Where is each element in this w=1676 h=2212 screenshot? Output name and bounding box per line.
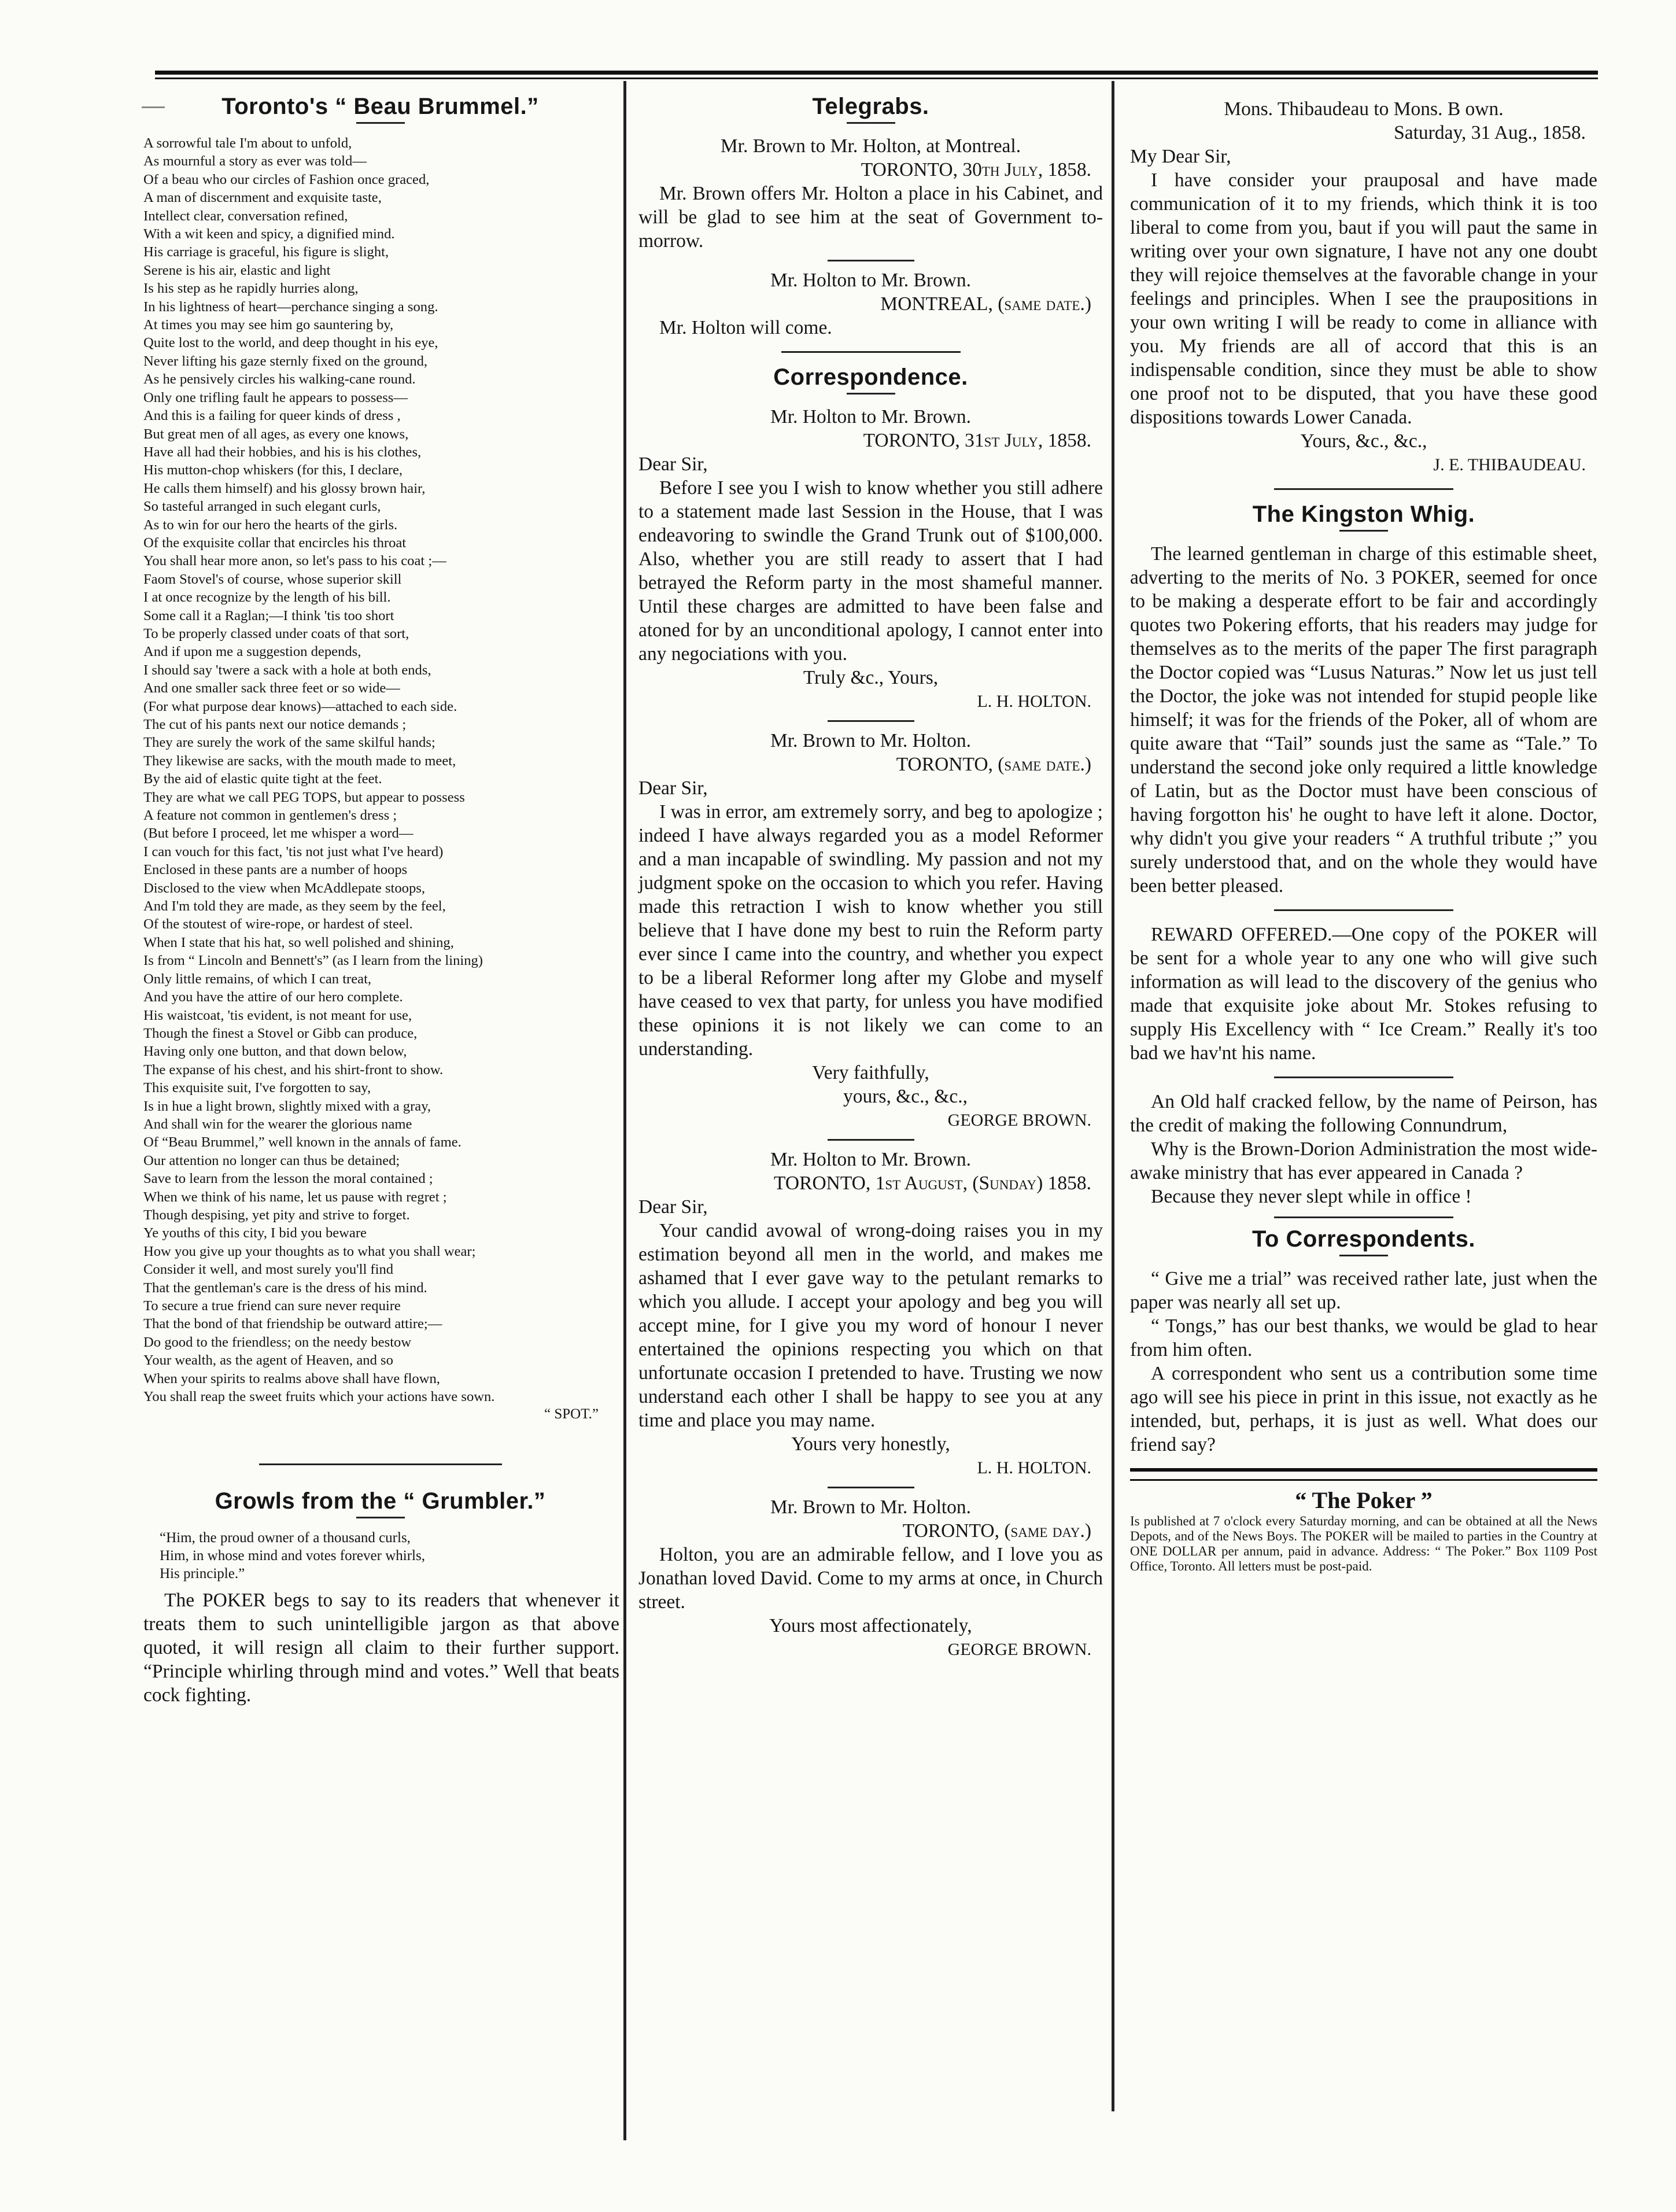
letter-4-dateline: TORONTO, (same day.): [902, 1520, 1091, 1542]
section-separator: [781, 351, 961, 353]
letter-2-body: I was in error, am extremely sorry, and beg to apologize ; indeed I have always regarded you as a model Reformer and a man incapable of swindling. My passion and not my judgment spoke on the occasion to which you refer. Having made this retraction I wish to know whether you still believe that I have done my best to ruin the Reform party ever since I came into the country, and whether you expect to be a liberal Reformer long after my Globe and myself have ceased to vex that party, for unless you have modified these opinions it is not likely we can come to an understanding.: [638, 801, 1103, 1060]
poem-line: They are surely the work of the same skilful hands;: [143, 735, 435, 751]
poem-line: Do good to the friendless; on the needy bestow: [143, 1334, 412, 1350]
beau-brummel-poem: [139, 134, 622, 1406]
letter-1-salutation: Dear Sir,: [638, 454, 708, 475]
poem-line: Intellect clear, conversation refined,: [143, 208, 348, 224]
column-rule-1: [623, 81, 626, 2140]
title-rule: [356, 1517, 405, 1518]
poem-line: As to win for our hero the hearts of the girls.: [143, 517, 398, 533]
poem-line: His mutton-chop whiskers (for this, I declare,: [143, 462, 403, 478]
column-left: [139, 87, 622, 1707]
letter-3-salutation: Dear Sir,: [638, 1196, 708, 1218]
grumbler-paragraph: The POKER begs to say to its readers that whenever it treats them to such unintelligible jargon as that above quoted, it will resign all claim to their further support. “Principle whirling through mind and votes.” Well that beats cock fighting.: [143, 1590, 619, 1706]
letter-5-closing: Yours, &c., &c.,: [1300, 430, 1427, 452]
poem-line: At times you may see him go sauntering by,: [143, 317, 394, 333]
poem-line: That the gentleman's care is the dress of his mind.: [143, 1280, 427, 1296]
poem-line: But great men of all ages, as every one knows,: [143, 426, 409, 442]
poem-line: Some call it a Raglan;—I think 'tis too short: [143, 607, 394, 624]
poem-line: When I state that his hat, so well polished and shining,: [143, 934, 454, 950]
letter-1-signature: L. H. HOLTON.: [977, 692, 1091, 711]
conundrum-answer: Because they never slept while in office !: [1151, 1186, 1472, 1207]
letter-1-dateline: TORONTO, 31st July, 1858.: [863, 430, 1091, 451]
poem-line: Enclosed in these pants are a number of hoops: [143, 862, 408, 878]
masthead-rule-thick: [155, 71, 1598, 75]
quote-line: His principle.”: [160, 1566, 245, 1582]
title-rule: [847, 393, 895, 395]
letter-4-heading: Mr. Brown to Mr. Holton.: [770, 1496, 972, 1518]
poem-line: I at once recognize by the length of his bill.: [143, 589, 391, 606]
letter-3-body: Your candid avowal of wrong-doing raises you in my estimation beyond all men in the world, and makes me ashamed that I ever gave way to the petulant remarks to which you allude. I accept your apology and beg you will accept mine, for I give you my word of honour I never entertained the opinions respecting you which on that unfortunate occasion I pretended to have. Trusting we now understand each other I shall be happy to see you at any time and place you may name.: [638, 1220, 1103, 1431]
poem-line: You shall reap the sweet fruits which your actions have sown.: [143, 1389, 495, 1405]
letter-2-closing: Very faithfully,: [812, 1062, 929, 1083]
poem-line: His carriage is graceful, his figure is slight,: [143, 244, 389, 260]
poem-line: To secure a true friend can sure never require: [143, 1298, 401, 1314]
poem-line: Only one trifling fault he appears to possess—: [143, 389, 408, 405]
poem-signature: “ SPOT.”: [544, 1406, 599, 1422]
letter-4-signature: GEORGE BROWN.: [947, 1640, 1091, 1659]
telegram-2-dateline: MONTREAL, (same date.): [880, 293, 1091, 315]
letter-5-body: I have consider your prauposal and have made communication of it to my friends, which think it is too liberal to come from you, baut if you will paut the same in writing over your own signature, I have not any one doubt they will rejoice themselves at the favorable change in your feelings and principles. When I see the praupositions in your own writing I will be ready to come in alliance with you. My friends are all of accord that this is an indispensable condition, since they must be able to show one proof not to be disputed, that you have these good dispositions towards Lower Canada.: [1130, 169, 1597, 428]
masthead-rule-thin: [155, 78, 1598, 79]
poem-line: They likewise are sacks, with the mouth made to meet,: [143, 753, 456, 769]
to-correspondents-title: To Correspondents.: [1252, 1226, 1476, 1252]
poem-line: Of a beau who our circles of Fashion once graced,: [143, 171, 430, 187]
letter-4-body: Holton, you are an admirable fellow, and I love you as Jonathan loved David. Come to my arms at once, in Church street.: [638, 1544, 1103, 1613]
title-rule: [356, 122, 405, 124]
poem-line: As he pensively circles his walking-cane round.: [143, 371, 416, 388]
kingston-whig-body: The learned gentleman in charge of this estimable sheet, adverting to the merits of No. 3 POKER, seemed for once to be making a desperate effort to be fair and accordingly quotes two Pokering efforts, that his readers may judge for themselves as to the merits of the paper The first paragraph the Doctor copied was “Lusus Naturas.” Now let us just tell the Doctor, the joke was not intended for stupid people like himself; it was for the friends of the Poker, all of whom are quite aware that “Tail” sounds just the same as “Tale.” To understand the second joke only required a little knowledge of Latin, but as the Doctor must have been conscious of having forgotton his' he ought to have left it alone. Doctor, why didn't you give your readers “ A truthful tribute ;” you surely understood that, and on the whole they would have been better pleased.: [1130, 543, 1597, 897]
poem-line: Is his step as he rapidly hurries along,: [143, 281, 359, 297]
poem-line: In his lightness of heart—perchance singing a song.: [143, 298, 438, 315]
poker-title: “ The Poker ”: [1295, 1487, 1433, 1513]
section-separator: [1274, 488, 1453, 490]
poker-publication-note: Is published at 7 o'clock every Saturday morning, and can be obtained at all the News Depots, and of the News Boys. The POKER will be mailed to parties in the Country at ONE DOLLAR per annum, paid in advance. Address: “ The Poker.” Box 1109 Post Office, Toronto. All letters must be post-paid.: [1130, 1514, 1597, 1573]
letter-1-heading: Mr. Holton to Mr. Brown.: [770, 406, 972, 427]
poem-line: Having only one button, and that down below,: [143, 1044, 407, 1060]
poem-line: When your spirits to realms above shall have flown,: [143, 1370, 440, 1387]
poem-line: Though the finest a Stovel or Gibb can produce,: [143, 1025, 418, 1041]
poem-line: His waistcoat, 'tis evident, is not meant for use,: [143, 1007, 412, 1023]
correspondence-title: Correspondence.: [773, 364, 968, 390]
poem-line: Faom Stovel's of course, whose superior skill: [143, 571, 402, 587]
poem-line: Is in hue a light brown, slightly mixed with a gray,: [143, 1098, 431, 1114]
correspondent-note-3: A correspondent who sent us a contribution some time ago will see his piece in print in this issue, not exactly as he intended, but, perhaps, it is just as well. What does our friend say?: [1130, 1363, 1597, 1455]
poem-line: I can vouch for this fact, 'tis not just what I've heard): [143, 843, 444, 860]
letter-2-salutation: Dear Sir,: [638, 777, 708, 799]
letter-5-signature: J. E. THIBAUDEAU.: [1433, 455, 1586, 474]
poem-line: A sorrowful tale I'm about to unfold,: [143, 135, 352, 151]
poem-line: Consider it well, and most surely you'll find: [143, 1262, 394, 1278]
grumbler-title: Growls from the “ Grumbler.”: [215, 1488, 546, 1514]
quote-line: “Him, the proud owner of a thousand curls,: [160, 1530, 411, 1546]
letter-3-signature: L. H. HOLTON.: [977, 1458, 1091, 1477]
poem-line: A feature not common in gentlemen's dress ;: [143, 808, 397, 824]
poem-line: And I'm told they are made, as they seem by the feel,: [143, 898, 446, 915]
poem-line: I should say 'twere a sack with a hole at both ends,: [143, 662, 431, 678]
poem-line: Only little remains, of which I can treat,: [143, 971, 372, 987]
poem-line: The expanse of his chest, and his shirt-front to show.: [143, 1061, 444, 1078]
letter-5-heading: Mons. Thibaudeau to Mons. B own.: [1224, 98, 1504, 120]
reward-lead: REWARD OFFERED.: [1151, 924, 1332, 945]
poem-line: You shall hear more anon, so let's pass to his coat ;—: [143, 553, 446, 569]
poem-line: Though despising, yet pity and strive to forget.: [143, 1207, 410, 1223]
section-separator: [259, 1463, 502, 1465]
reward-paragraph: [1130, 923, 1597, 1065]
quote-line: Him, in whose mind and votes forever whirls,: [160, 1548, 425, 1564]
conundrum-question: Why is the Brown-Dorion Administration the most wide-awake ministry that has ever appeared in Canada ?: [1130, 1138, 1597, 1184]
kingston-whig-title: The Kingston Whig.: [1252, 502, 1475, 527]
telegram-1-heading: Mr. Brown to Mr. Holton, at Montreal.: [720, 135, 1021, 157]
correspondent-note-2: “ Tongs,” has our best thanks, we would be glad to hear from him often.: [1130, 1315, 1597, 1361]
poem-line: A man of discernment and exquisite taste,: [143, 190, 382, 206]
letter-1-closing: Truly &c., Yours,: [803, 667, 939, 688]
poem-line: Never lifting his gaze sternly fixed on the ground,: [143, 353, 428, 369]
telegram-2-heading: Mr. Holton to Mr. Brown.: [770, 270, 972, 291]
double-rule: [1130, 1468, 1597, 1481]
title-rule: [1339, 530, 1388, 532]
poem-line: Of the exquisite collar that encircles his throat: [143, 534, 407, 551]
telegram-1-dateline: TORONTO, 30th July, 1858.: [861, 159, 1091, 180]
poem-line: (For what purpose dear knows)—attached to each side.: [143, 698, 457, 714]
conundrum-intro: An Old half cracked fellow, by the name of Peirson, has the credit of making the following Connundrum,: [1130, 1091, 1597, 1136]
poem-line: Save to learn from the lesson the moral contained ;: [143, 1171, 433, 1187]
poem-line: By the aid of elastic quite tight at the feet.: [143, 771, 382, 787]
letter-5-salutation: My Dear Sir,: [1130, 146, 1231, 167]
poem-line: He calls them himself) and his glossy brown hair,: [143, 480, 426, 496]
divider: [828, 1139, 914, 1141]
divider: [828, 1487, 914, 1488]
poem-line: Ye youths of this city, I bid you beware: [143, 1225, 367, 1241]
poem-line: Is from “ Lincoln and Bennett's” (as I learn from the lining): [143, 953, 483, 969]
letter-2-signature: GEORGE BROWN.: [947, 1111, 1091, 1130]
poem-line: Our attention no longer can thus be detained;: [143, 1152, 400, 1168]
poem-line: Quite lost to the world, and deep thought in his eye,: [143, 335, 438, 351]
section-separator: [1274, 1216, 1453, 1218]
letter-4-closing: Yours most affectionately,: [769, 1615, 972, 1636]
poem-line: Serene is his air, elastic and light: [143, 262, 331, 278]
telegram-2-body: Mr. Holton will come.: [659, 317, 832, 338]
telegrabs-title: Telegrabs.: [812, 94, 929, 119]
grumbler-quote: [139, 1529, 622, 1583]
letter-3-dateline: TORONTO, 1st August, (Sunday) 1858.: [774, 1173, 1091, 1194]
poem-line: As mournful a story as ever was told—: [143, 153, 367, 169]
telegram-1-body: Mr. Brown offers Mr. Holton a place in his Cabinet, and will be glad to see him at the seat of Government to-morrow.: [638, 183, 1103, 252]
letter-1-body: Before I see you I wish to know whether you still adhere to a statement made last Session in the House, that I was endeavoring to swindle the Grand Trunk out of $100,000. Also, whether you are still ready to assert that I had betrayed the Reform party in the most shameful manner. Until these charges are admitted to have been false and atoned for by an unconditional apology, I cannot enter into any negociations with you.: [638, 477, 1103, 665]
poem-line: They are what we call PEG TOPS, but appear to possess: [143, 789, 465, 805]
title-rule: [1339, 1255, 1388, 1256]
letter-2-heading: Mr. Brown to Mr. Holton.: [770, 730, 972, 751]
section-separator: [1274, 909, 1453, 911]
beau-brummel-title: Toronto's “ Beau Brummel.”: [222, 94, 539, 119]
poem-line: With a wit keen and spicy, a dignified mind.: [143, 226, 395, 242]
poem-line: And if upon me a suggestion depends,: [143, 644, 361, 660]
poem-line: And you have the attire of our hero complete.: [143, 989, 403, 1005]
divider: [828, 720, 914, 722]
letter-2-closing-2: yours, &c., &c.,: [843, 1086, 968, 1107]
poem-line: This exquisite suit, I've forgotten to say,: [143, 1080, 371, 1096]
poem-line: How you give up your thoughts as to what you shall wear;: [143, 1243, 476, 1259]
letter-3-closing: Yours very honestly,: [791, 1433, 950, 1455]
poem-line: And shall win for the wearer the glorious name: [143, 1116, 412, 1132]
poem-line: Of “Beau Brummel,” well known in the annals of fame.: [143, 1134, 462, 1151]
poem-line: The cut of his pants next our notice demands ;: [143, 717, 407, 732]
divider: [828, 260, 914, 261]
section-separator: [1274, 1076, 1453, 1078]
poem-line: Your wealth, as the agent of Heaven, and so: [143, 1352, 393, 1369]
poem-line: That the bond of that friendship be outward attire;—: [143, 1316, 442, 1332]
poem-line: When we think of his name, let us pause with regret ;: [143, 1189, 447, 1205]
poem-line: So tasteful arranged in such elegant curls,: [143, 499, 381, 515]
letter-2-dateline: TORONTO, (same date.): [896, 754, 1091, 775]
letter-3-heading: Mr. Holton to Mr. Brown.: [770, 1149, 972, 1170]
poem-line: And one smaller sack three feet or so wide—: [143, 680, 400, 696]
column-middle: [632, 87, 1114, 1661]
poem-line: (But before I proceed, let me whisper a word—: [143, 825, 414, 842]
title-rule: [847, 122, 895, 124]
poem-line: Of the stoutest of wire-rope, or hardest of steel.: [143, 916, 413, 932]
poem-line: To be properly classed under coats of that sort,: [143, 625, 409, 642]
correspondent-note-1: “ Give me a trial” was received rather late, just when the paper was nearly all set up.: [1130, 1268, 1597, 1313]
reward-body: —One copy of the POKER will be sent for a whole year to any one who will give such information as will lead to the discovery of the genius who made that exquisite joke about Mr. Stokes refusing to supply His Excellency with “ Ice Cream.” Really it's too bad we hav'nt his name.: [1130, 924, 1597, 1064]
poem-line: Have all had their hobbies, and his is his clothes,: [143, 444, 422, 460]
letter-5-dateline: Saturday, 31 Aug., 1858.: [1394, 122, 1586, 143]
poem-line: And this is a failing for queer kinds of dress ,: [143, 408, 401, 424]
poem-line: Disclosed to the view when McAddlepate stoops,: [143, 880, 425, 896]
column-right: [1121, 87, 1604, 1574]
